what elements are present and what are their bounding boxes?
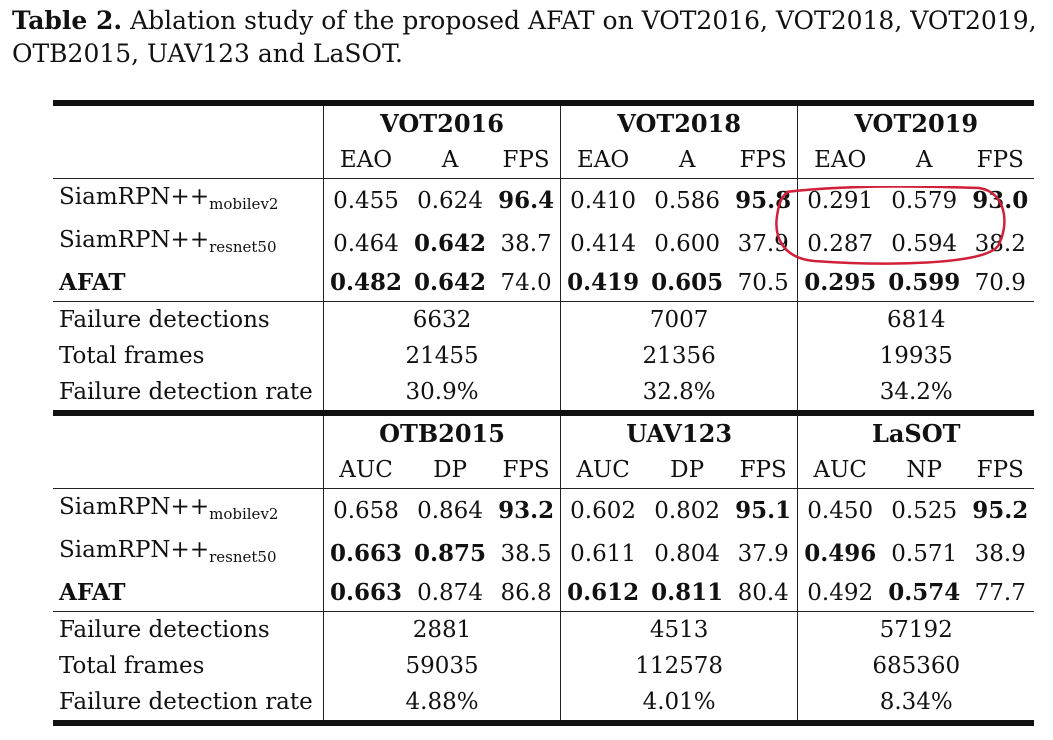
value-cell: 0.419 <box>561 265 646 302</box>
stat-value: 112578 <box>561 648 798 684</box>
value-cell: 0.414 <box>561 222 646 265</box>
method-label: SiamRPN++ <box>59 537 210 563</box>
value-cell: 0.492 <box>798 575 883 612</box>
value-cell: 0.811 <box>651 579 724 606</box>
value-cell: 0.663 <box>324 575 409 612</box>
value-cell: 86.8 <box>500 580 552 606</box>
metric-header-row <box>53 452 1034 489</box>
value-cell: 0.295 <box>798 265 883 302</box>
method-subscript: resnet50 <box>209 548 277 566</box>
metric-header: EAO <box>561 142 646 179</box>
metric-header: A <box>915 147 933 173</box>
stat-value: 21356 <box>561 338 798 374</box>
value-cell: 0.574 <box>888 579 961 606</box>
metric-header: DP <box>433 457 467 483</box>
value-cell: 95.1 <box>729 489 798 533</box>
metric-header: A <box>678 147 696 173</box>
value-cell: 0.658 <box>324 489 409 533</box>
metric-header: A <box>441 147 459 173</box>
caption-label: Table 2. <box>12 6 123 35</box>
value-cell: 96.4 <box>492 179 561 223</box>
stat-value: 2881 <box>324 612 561 649</box>
value-cell: 0.291 <box>798 179 883 223</box>
value-cell: 38.5 <box>500 540 552 567</box>
value-cell: 0.287 <box>798 222 883 265</box>
ablation-table <box>53 100 1034 726</box>
method-name <box>53 489 324 533</box>
stat-label: Total frames <box>59 343 205 369</box>
value-cell: 0.864 <box>408 489 492 533</box>
method-label: AFAT <box>59 579 126 606</box>
value-cell: 0.802 <box>645 489 729 533</box>
value-cell: 0.450 <box>798 489 883 533</box>
corner-cell <box>53 103 324 142</box>
method-row <box>53 532 1034 575</box>
metric-header: EAO <box>798 142 883 179</box>
stat-value: 32.8% <box>561 374 798 413</box>
method-row <box>53 222 1034 265</box>
value-cell: 74.0 <box>500 270 552 296</box>
stat-label: Failure detection rate <box>53 684 324 723</box>
dataset-header-row <box>53 413 1034 452</box>
value-cell: 38.2 <box>974 230 1026 257</box>
method-row <box>53 575 1034 612</box>
method-name <box>53 222 324 265</box>
method-name <box>53 179 324 223</box>
value-cell: 0.875 <box>414 539 487 567</box>
method-name <box>53 575 324 612</box>
metric-header: FPS <box>502 147 550 173</box>
value-cell: 0.874 <box>417 580 483 606</box>
value-cell: 77.7 <box>974 580 1026 606</box>
metric-header-row <box>53 142 1034 179</box>
value-cell: 37.9 <box>737 540 789 567</box>
method-subscript: mobilev2 <box>209 195 279 213</box>
stat-value: 57192 <box>798 612 1035 649</box>
table-caption <box>12 4 1047 70</box>
method-label: SiamRPN++ <box>59 184 210 210</box>
stat-value: 30.9% <box>324 374 561 413</box>
stat-label: Failure detection rate <box>53 374 324 413</box>
value-cell: 95.2 <box>966 489 1034 533</box>
metric-header: NP <box>906 457 943 483</box>
value-cell: 0.605 <box>651 269 724 296</box>
stat-value: 4513 <box>561 612 798 649</box>
stat-value: 4.88% <box>324 684 561 723</box>
stat-value: 34.2% <box>798 374 1035 413</box>
value-cell: 93.2 <box>492 489 561 533</box>
method-label: SiamRPN++ <box>59 227 210 253</box>
value-cell: 0.612 <box>561 575 646 612</box>
value-cell: 95.8 <box>729 179 798 223</box>
method-subscript: resnet50 <box>209 238 277 256</box>
dataset-header: VOT2019 <box>798 103 1035 142</box>
stat-label: Total frames <box>59 653 205 679</box>
metric-header: FPS <box>976 147 1024 173</box>
stat-row <box>53 302 1034 339</box>
dataset-header: VOT2018 <box>561 103 798 142</box>
stat-row <box>53 612 1034 649</box>
stat-row <box>53 338 1034 374</box>
stat-row <box>53 684 1034 723</box>
value-cell: 0.602 <box>561 489 646 533</box>
method-row <box>53 265 1034 302</box>
metric-header: FPS <box>502 457 550 483</box>
value-cell: 0.410 <box>561 179 646 223</box>
dataset-header: UAV123 <box>561 413 798 452</box>
value-cell: 0.464 <box>324 222 409 265</box>
dataset-header: OTB2015 <box>324 413 561 452</box>
value-cell: 80.4 <box>737 580 789 606</box>
metric-header: EAO <box>324 142 409 179</box>
dataset-header: VOT2016 <box>324 103 561 142</box>
dataset-header-row <box>53 103 1034 142</box>
value-cell: 0.482 <box>324 265 409 302</box>
metric-header: AUC <box>561 452 646 489</box>
method-label: AFAT <box>59 269 126 296</box>
method-label: SiamRPN++ <box>59 494 210 520</box>
metric-header: FPS <box>739 457 787 483</box>
value-cell: 0.496 <box>798 532 883 575</box>
metric-header: AUC <box>324 452 409 489</box>
stat-label: Failure detections <box>53 302 324 339</box>
corner-cell <box>53 142 324 179</box>
stat-value: 6814 <box>798 302 1035 339</box>
stat-value: 6632 <box>324 302 561 339</box>
value-cell: 0.525 <box>882 489 966 533</box>
value-cell: 93.0 <box>966 179 1034 223</box>
value-cell: 0.804 <box>654 540 721 567</box>
value-cell: 0.600 <box>654 230 721 257</box>
corner-cell <box>53 452 324 489</box>
corner-cell <box>53 413 324 452</box>
value-cell: 0.455 <box>324 179 409 223</box>
stat-value: 4.01% <box>561 684 798 723</box>
value-cell: 70.9 <box>974 270 1026 296</box>
value-cell: 0.663 <box>324 532 409 575</box>
method-name <box>53 532 324 575</box>
dataset-header: LaSOT <box>798 413 1035 452</box>
value-cell: 38.9 <box>974 540 1026 567</box>
stat-row <box>53 374 1034 413</box>
stat-value: 685360 <box>798 648 1035 684</box>
value-cell: 0.642 <box>414 229 487 257</box>
stat-row <box>53 648 1034 684</box>
value-cell: 0.642 <box>414 269 487 296</box>
metric-header: FPS <box>976 457 1024 483</box>
value-cell: 0.579 <box>882 179 966 223</box>
caption-text: Ablation study of the proposed AFAT on VOT2016, VOT2018, VOT2019, OTB2015, UAV123 and LaSOT. <box>12 6 1037 68</box>
metric-header: DP <box>670 457 705 483</box>
value-cell: 70.5 <box>737 270 789 296</box>
metric-header: AUC <box>798 452 883 489</box>
method-row <box>53 179 1034 223</box>
metric-header: FPS <box>739 147 787 173</box>
stat-value: 21455 <box>324 338 561 374</box>
method-name <box>53 265 324 302</box>
stat-value: 19935 <box>798 338 1035 374</box>
value-cell: 37.9 <box>737 230 789 257</box>
stat-label: Failure detections <box>53 612 324 649</box>
method-subscript: mobilev2 <box>209 505 279 523</box>
value-cell: 0.599 <box>888 269 961 296</box>
value-cell: 0.594 <box>891 230 958 257</box>
stat-value: 8.34% <box>798 684 1035 723</box>
method-row <box>53 489 1034 533</box>
stat-value: 7007 <box>561 302 798 339</box>
value-cell: 0.586 <box>645 179 729 223</box>
stat-value: 59035 <box>324 648 561 684</box>
value-cell: 0.571 <box>891 540 958 567</box>
value-cell: 0.624 <box>408 179 492 223</box>
value-cell: 0.611 <box>561 532 646 575</box>
value-cell: 38.7 <box>500 230 552 257</box>
